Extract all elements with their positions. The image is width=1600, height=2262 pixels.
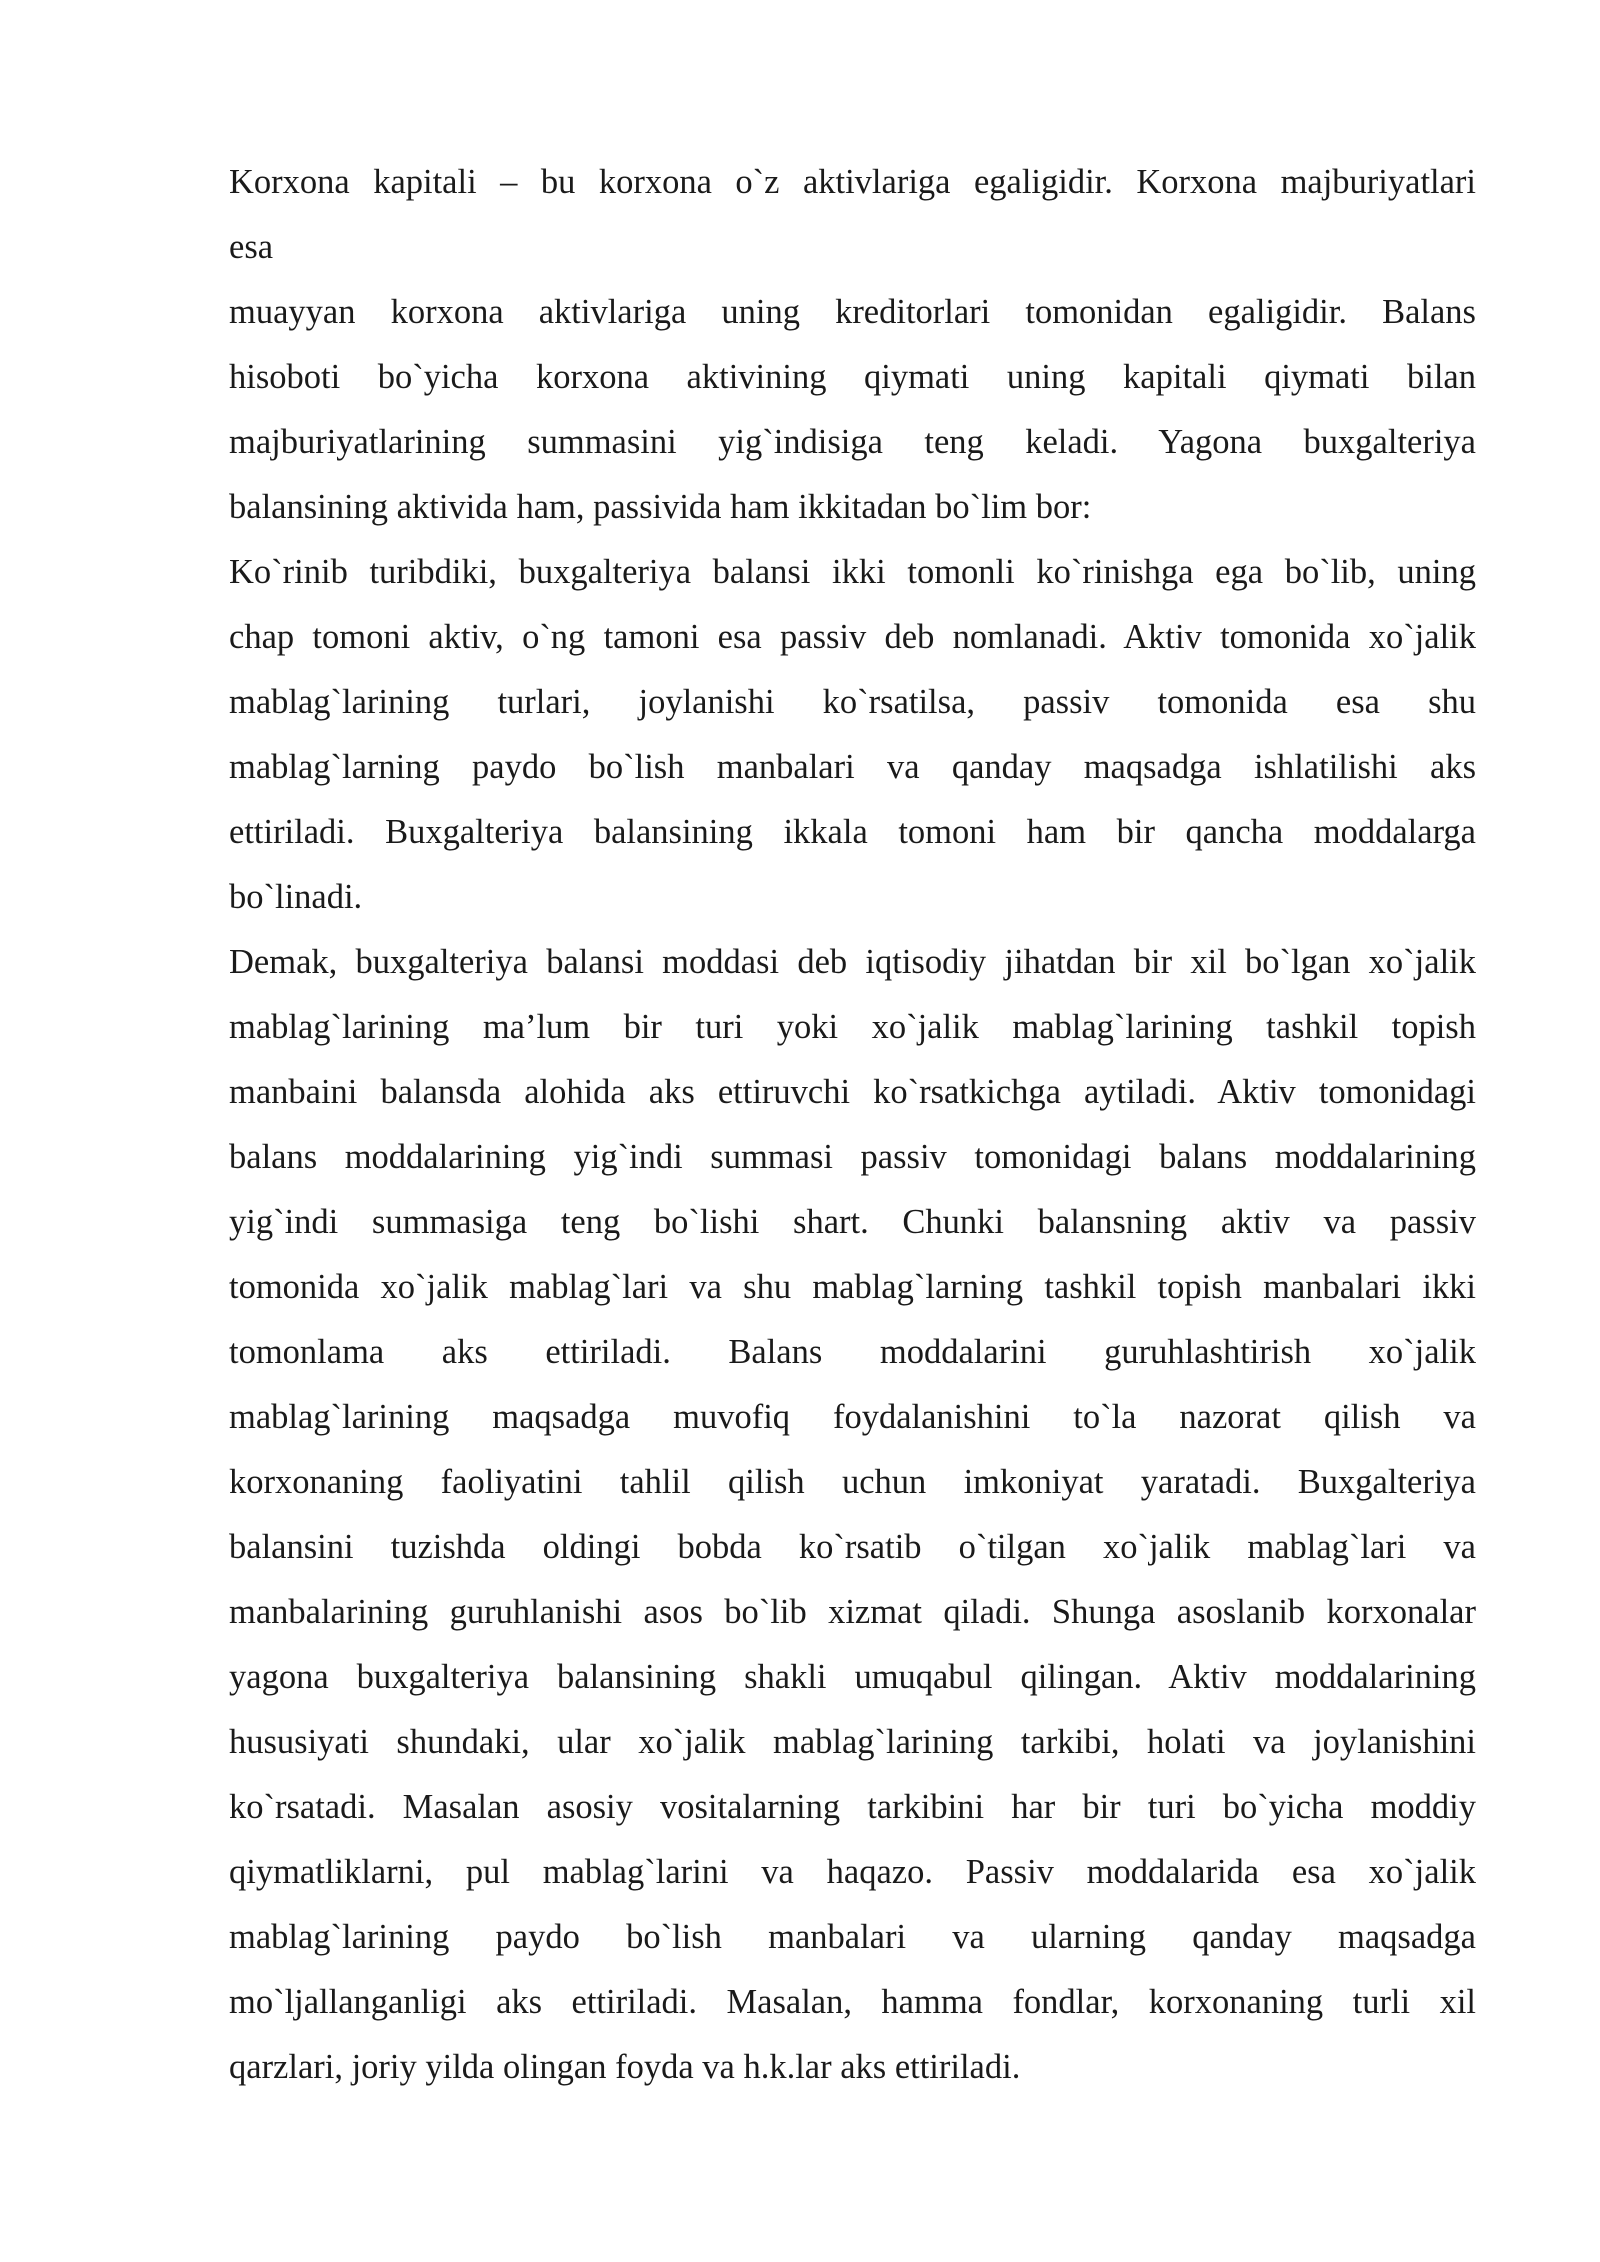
- body-text: [229, 150, 1476, 2100]
- text-line: qiymatliklarni, pul mablag`larini va haqazo. Passiv moddalarida esa xo`jalik: [229, 1853, 1476, 1891]
- text-line: muayyan korxona aktivlariga uning kreditorlari tomonidan egaligidir. Balans: [229, 293, 1476, 331]
- text-line: tomonida xo`jalik mablag`lari va shu mablag`larning tashkil topish manbalari ikki: [229, 1268, 1476, 1306]
- text-line: chap tomoni aktiv, o`ng tamoni esa passiv deb nomlanadi. Aktiv tomonida xo`jalik: [229, 618, 1476, 656]
- text-line: mo`ljallanganligi aks ettiriladi. Masalan, hamma fondlar, korxonaning turli xil: [229, 1983, 1476, 2021]
- text-line: balans moddalarining yig`indi summasi passiv tomonidagi balans moddalarining: [229, 1138, 1476, 1176]
- text-line: hisoboti bo`yicha korxona aktivining qiymati uning kapitali qiymati bilan: [229, 358, 1476, 396]
- text-line: Demak, buxgalteriya balansi moddasi deb iqtisodiy jihatdan bir xil bo`lgan xo`jalik: [229, 943, 1476, 981]
- text-line: yig`indi summasiga teng bo`lishi shart. Chunki balansning aktiv va passiv: [229, 1203, 1476, 1241]
- text-line: Ko`rinib turibdiki, buxgalteriya balansi ikki tomonli ko`rinishga ega bo`lib, uning: [229, 553, 1476, 591]
- text-line: manbalarining guruhlanishi asos bo`lib xizmat qiladi. Shunga asoslanib korxonalar: [229, 1593, 1476, 1631]
- text-line: ettiriladi. Buxgalteriya balansining ikkala tomoni ham bir qancha moddalarga: [229, 813, 1476, 851]
- text-line: mablag`larining turlari, joylanishi ko`rsatilsa, passiv tomonida esa shu: [229, 683, 1476, 721]
- text-line: balansining aktivida ham, passivida ham ikkitadan bo`lim bor:: [229, 488, 1092, 526]
- text-line: manbaini balansda alohida aks ettiruvchi ko`rsatkichga aytiladi. Aktiv tomonidagi: [229, 1073, 1476, 1111]
- text-line: mablag`larining maqsadga muvofiq foydalanishini to`la nazorat qilish va: [229, 1398, 1476, 1436]
- text-line: mablag`larning paydo bo`lish manbalari va qanday maqsadga ishlatilishi aks: [229, 748, 1476, 786]
- text-line: bo`linadi.: [229, 878, 363, 916]
- text-line: tomonlama aks ettiriladi. Balans moddalarini guruhlashtirish xo`jalik: [229, 1333, 1476, 1371]
- text-line: yagona buxgalteriya balansining shakli umuqabul qilingan. Aktiv moddalarining: [229, 1658, 1476, 1696]
- text-line: majburiyatlarining summasini yig`indisiga teng keladi. Yagona buxgalteriya: [229, 423, 1476, 461]
- text-line: mablag`larining paydo bo`lish manbalari va ularning qanday maqsadga: [229, 1918, 1476, 1956]
- text-line: balansini tuzishda oldingi bobda ko`rsatib o`tilgan xo`jalik mablag`lari va: [229, 1528, 1476, 1566]
- text-line: ko`rsatadi. Masalan asosiy vositalarning tarkibini har bir turi bo`yicha moddiy: [229, 1788, 1476, 1826]
- text-line: esa: [229, 228, 274, 266]
- text-line: korxonaning faoliyatini tahlil qilish uchun imkoniyat yaratadi. Buxgalteriya: [229, 1463, 1476, 1501]
- text-line: hususiyati shundaki, ular xo`jalik mablag`larining tarkibi, holati va joylanishini: [229, 1723, 1476, 1761]
- text-line: qarzlari, joriy yilda olingan foyda va h.k.lar aks ettiriladi.: [229, 2048, 1021, 2086]
- text-line: Korxona kapitali – bu korxona o`z aktivlariga egaligidir. Korxona majburiyatlari: [229, 163, 1476, 201]
- text-line: mablag`larining ma’lum bir turi yoki xo`jalik mablag`larining tashkil topish: [229, 1008, 1476, 1046]
